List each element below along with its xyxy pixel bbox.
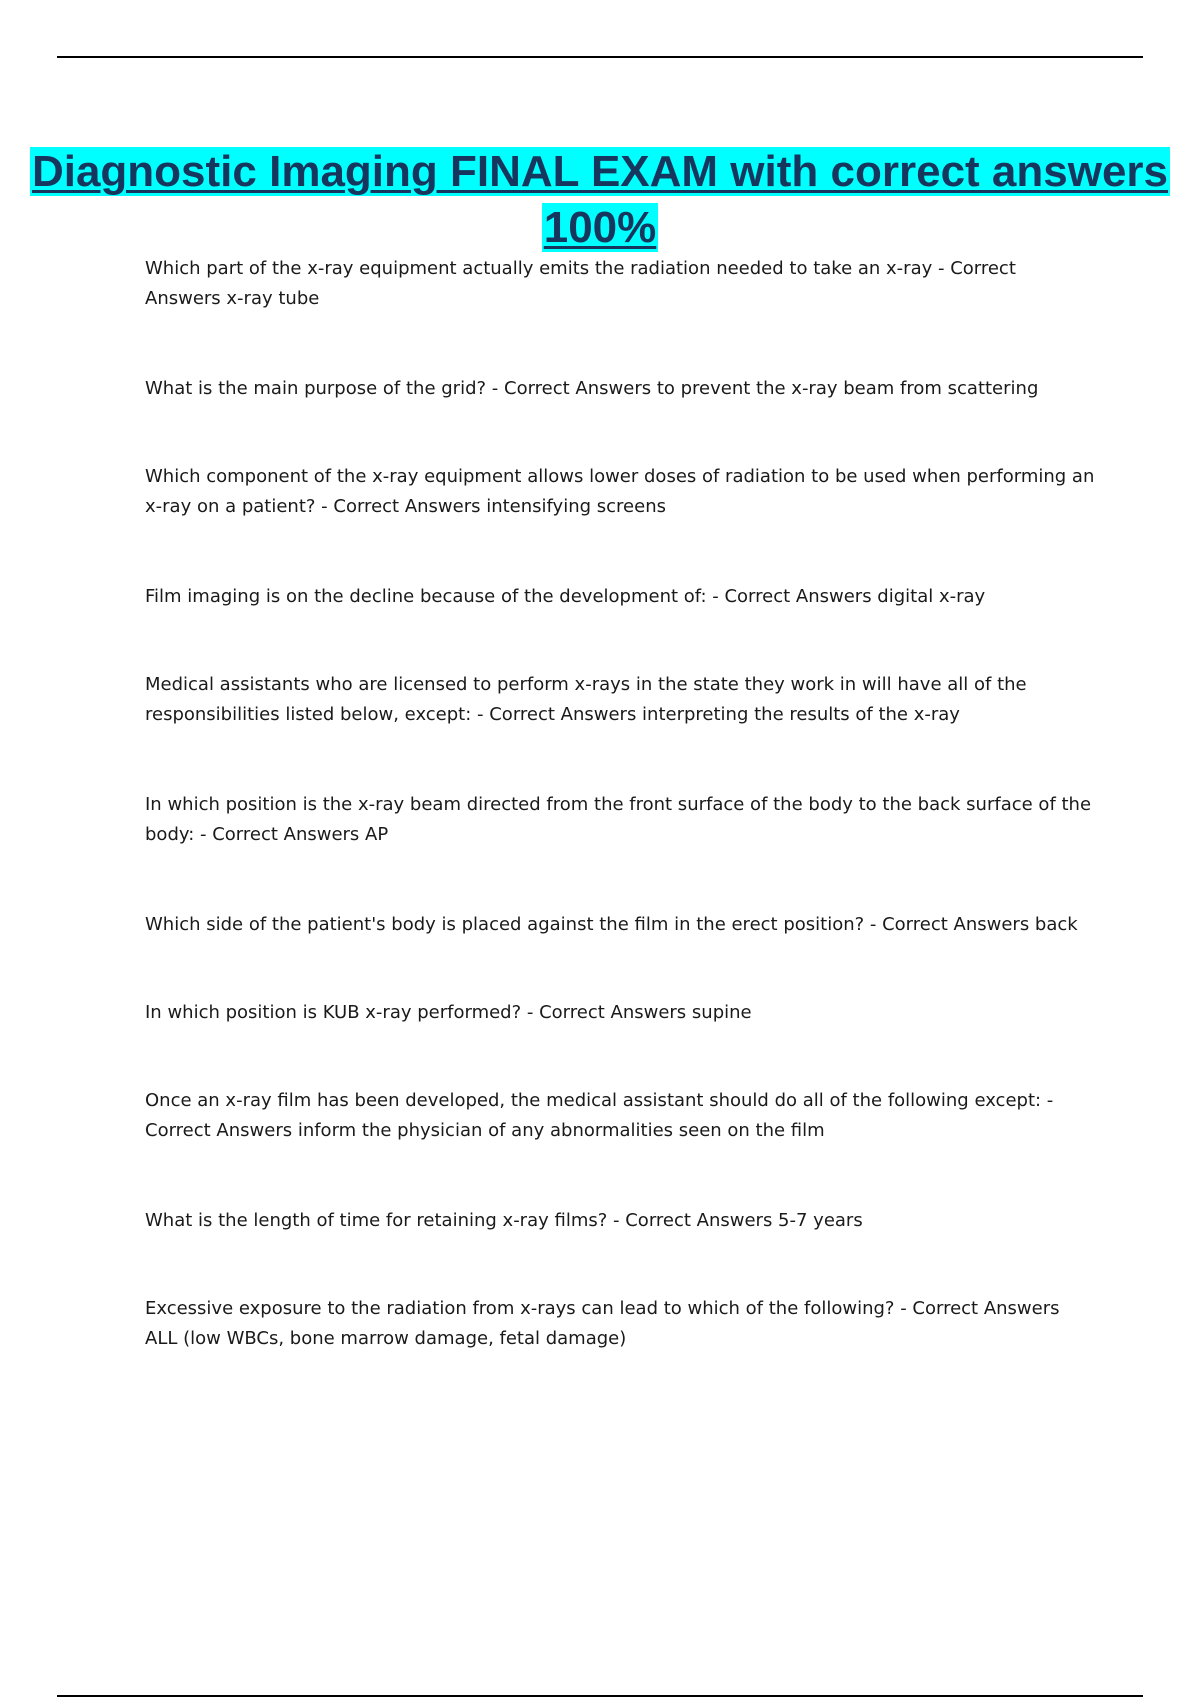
qa-list: [145, 254, 1095, 1414]
qa-item-1: Which part of the x-ray equipment actually emits the radiation needed to take an x-ray - Correct Answers x-ray tube: [145, 258, 1016, 309]
qa-item-4: Film imaging is on the decline because of the development of: - Correct Answers digital x-ray: [145, 586, 986, 607]
qa-item-3: Which component of the x-ray equipment allows lower doses of radiation to be used when performing an x-ray on a patient? - Correct Answers intensifying screens: [145, 466, 1095, 517]
qa-item-11: Excessive exposure to the radiation from x-rays can lead to which of the following? - Correct Answers ALL (low WBCs, bone marrow damage, fetal damage): [145, 1298, 1060, 1349]
qa-item-9: Once an x-ray film has been developed, the medical assistant should do all of the following except: - Correct Answers inform the physician of any abnormalities seen on the film: [145, 1090, 1054, 1141]
qa-item-6: In which position is the x-ray beam directed from the front surface of the body to the back surface of the body: - Correct Answers AP: [145, 794, 1092, 845]
footer-rule: [57, 1695, 1143, 1697]
qa-item-2: What is the main purpose of the grid? - Correct Answers to prevent the x-ray beam from scattering: [145, 378, 1039, 399]
document-title: Diagnostic Imaging FINAL EXAM with correct answers 100%: [31, 147, 1169, 252]
qa-item-5: Medical assistants who are licensed to perform x-rays in the state they work in will have all of the responsibilities listed below, except: - Correct Answers interpreting the results of the x-ray: [145, 674, 1027, 725]
qa-item-7: Which side of the patient's body is placed against the film in the erect position? - Correct Answers back: [145, 914, 1078, 935]
qa-item-8: In which position is KUB x-ray performed? - Correct Answers supine: [145, 1002, 752, 1023]
qa-item-10: What is the length of time for retaining x-ray films? - Correct Answers 5-7 years: [145, 1210, 863, 1231]
header-rule: [57, 56, 1143, 58]
title-block: [0, 144, 1200, 256]
